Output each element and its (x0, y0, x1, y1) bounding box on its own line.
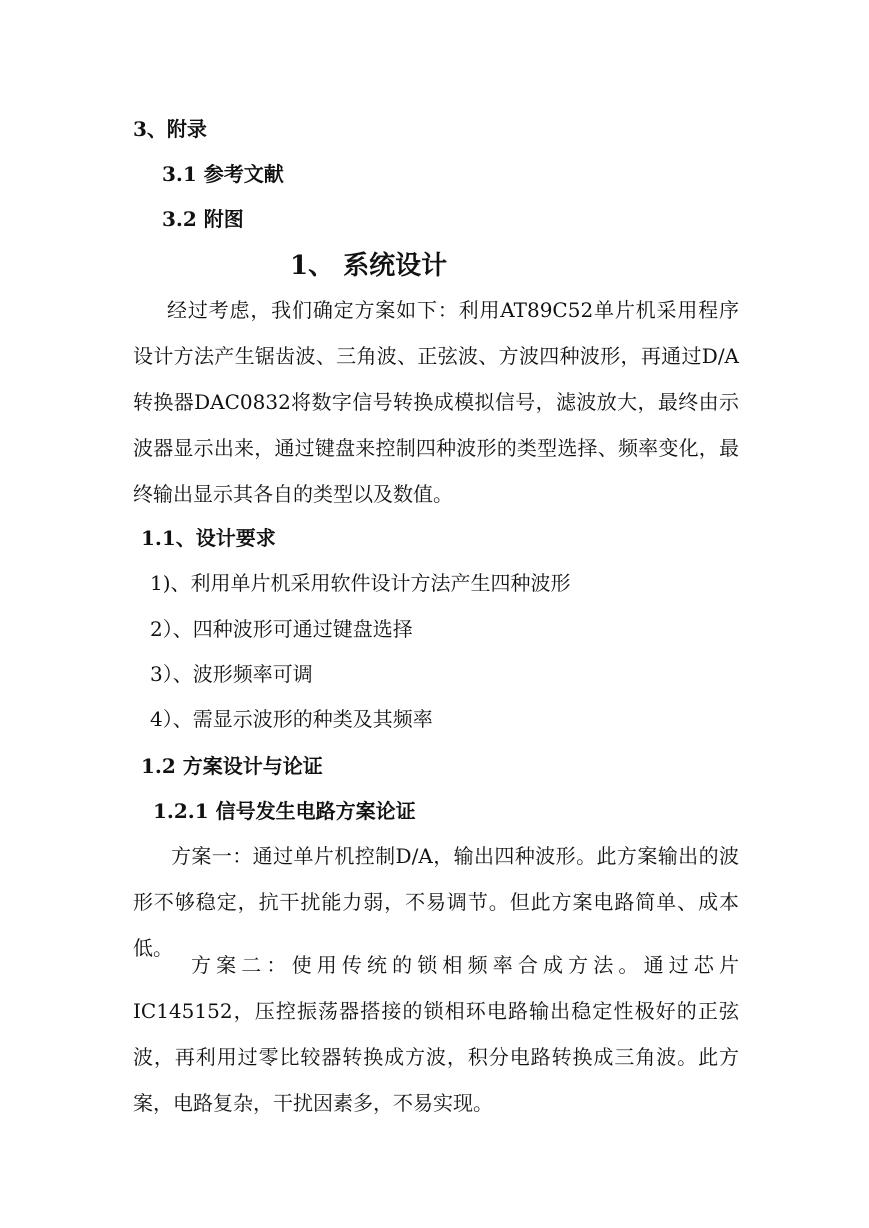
intro-paragraph: 经过考虑，我们确定方案如下：利用AT89C52单片机采用程序设计方法产生锯齿波、三角波、正弦波、方波四种波形，再通过D/A转换器DAC0832将数字信号转换成模拟信号，滤波放大，最终由示波器显示出来，通过键盘来控制四种波形的类型选择、频率变化，最终输出显示其各自的类型以及数值。 (133, 298, 739, 506)
toc-appendix: 3、附录 (133, 117, 207, 141)
requirements-heading: 1.1、设计要求 (141, 526, 276, 550)
option2-paragraph: 方案二：使用传统的锁相频率合成方法。通过芯片IC145152，压控振荡器搭接的锁相环电路输出稳定性极好的正弦波，再利用过零比较器转换成方波，积分电路转换成三角波。此方案，电路复杂，干扰因素多，不易实现。 (133, 953, 739, 1115)
scheme-subheading: 1.2.1 信号发生电路方案论证 (153, 799, 416, 823)
toc-figures: 3.2 附图 (162, 207, 244, 231)
option1-paragraph: 方案一：通过单片机控制D/A，输出四种波形。此方案输出的波形不够稳定，抗干扰能力弱，不易调节。但此方案电路简单、成本低。 (133, 844, 739, 960)
requirement-item: 2）、四种波形可通过键盘选择 (150, 617, 413, 641)
requirement-item: 1)、利用单片机采用软件设计方法产生四种波形 (150, 571, 571, 595)
requirement-item: 4）、需显示波形的种类及其频率 (150, 707, 433, 731)
chapter-title: 1、 系统设计 (290, 251, 448, 281)
toc-references: 3.1 参考文献 (162, 162, 284, 186)
requirement-item: 3）、波形频率可调 (150, 662, 313, 686)
scheme-heading: 1.2 方案设计与论证 (141, 754, 323, 778)
